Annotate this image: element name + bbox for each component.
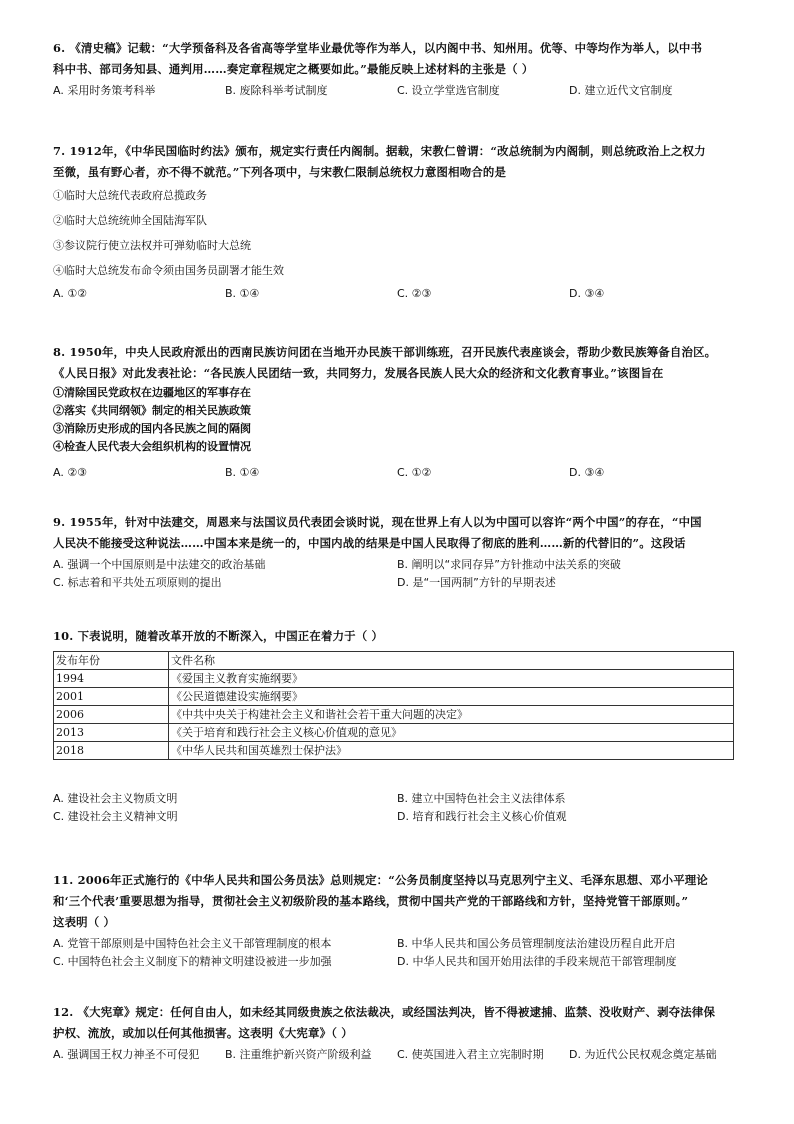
question-9-options: [53, 574, 743, 592]
table-header-cell: 文件名称: [169, 652, 734, 670]
option-a[interactable]: A. 采用时务策考科举: [53, 84, 156, 97]
table-row: [54, 724, 734, 742]
stem-line: 12. 《大宪章》规定：任何自由人，如未经其同级贵族之依法裁决，或经国法判决，皆不得被逮捕、监禁、没收财产、剥夺法律保: [53, 1005, 716, 1019]
table-cell-year: 2013: [54, 724, 169, 742]
option-d[interactable]: D. 中华人民共和国开始用法律的手段来规范干部管理制度: [397, 955, 677, 968]
table-header-cell: 发布年份: [54, 652, 169, 670]
question-8-options: [53, 466, 743, 488]
table-cell-document: 《关于培育和践行社会主义核心价值观的意见》: [169, 724, 734, 742]
option-d[interactable]: D. 建立近代文官制度: [569, 84, 673, 97]
stem-line: 9. 1955年，针对中法建交，周恩来与法国议员代表团会谈时说，现在世界上有人以为中国可以容许“两个中国”的存在，“中国: [53, 515, 702, 529]
table-row: [54, 688, 734, 706]
option-a[interactable]: A. 强调国王权力神圣不可侵犯: [53, 1048, 200, 1061]
option-d[interactable]: D. 为近代公民权观念奠定基础: [569, 1048, 717, 1061]
option-c[interactable]: C. ①②: [397, 466, 432, 479]
question-10-options: [53, 808, 743, 826]
stem-line: 科中书、部司务知县、通判用……奏定章程规定之概要如此。”最能反映上述材料的主张是（ ）: [53, 62, 534, 76]
option-d[interactable]: D. ③④: [569, 287, 605, 300]
table-cell-document: 《公民道德建设实施纲要》: [169, 688, 734, 706]
statement-4: ④检查人民代表大会组织机构的设置情况: [53, 440, 251, 453]
option-b[interactable]: B. 阐明以“求同存异”方针推动中法关系的突破: [397, 558, 621, 571]
stem-line: 护权、流放，或加以任何其他损害。这表明《大宪章》（ ）: [53, 1026, 353, 1040]
question-11-stem: [53, 870, 743, 933]
question-6-stem: [53, 38, 743, 80]
option-c[interactable]: C. 中国特色社会主义制度下的精神文明建设被进一步加强: [53, 955, 332, 968]
table-cell-document: 《中共中央关于构建社会主义和谐社会若干重大问题的决定》: [169, 706, 734, 724]
document-table: [53, 651, 734, 760]
stem-line: 8. 1950年，中央人民政府派出的西南民族访问团在当地开办民族干部训练班，召开民族代表座谈会，帮助少数民族筹备自治区。: [53, 345, 717, 359]
table-cell-year: 1994: [54, 670, 169, 688]
table-cell-document: 《爱国主义教育实施纲要》: [169, 670, 734, 688]
stem-line: 这表明（ ）: [53, 915, 116, 929]
question-12-stem: [53, 1002, 743, 1044]
statement-1: ①清除国民党政权在边疆地区的军事存在: [53, 386, 251, 399]
option-c[interactable]: C. 设立学堂选官制度: [397, 84, 500, 97]
statement-1: ①临时大总统代表政府总揽政务: [53, 189, 207, 202]
statement-4: ④临时大总统发布命令须由国务员副署才能生效: [53, 264, 284, 277]
question-8: [53, 342, 743, 488]
question-12: [53, 1002, 743, 1064]
statement-3: ③消除历史形成的国内各民族之间的隔阂: [53, 422, 251, 435]
option-b[interactable]: B. ①④: [225, 466, 260, 479]
table-cell-year: 2006: [54, 706, 169, 724]
option-a[interactable]: A. 党管干部原则是中国特色社会主义干部管理制度的根本: [53, 937, 332, 950]
table-cell-document: 《中华人民共和国英雄烈士保护法》: [169, 742, 734, 760]
question-10-stem: [53, 626, 743, 647]
table-header-row: [54, 652, 734, 670]
stem-line: 6. 《清史稿》记载：“大学预备科及各省高等学堂毕业最优等作为举人，以内阁中书、知州用。优等、中等均作为举人，以中书: [53, 41, 703, 55]
question-7-stem: [53, 141, 743, 183]
option-d[interactable]: D. ③④: [569, 466, 605, 479]
table-row: [54, 742, 734, 760]
question-12-options: [53, 1046, 743, 1064]
stem-line: 和‘三个代表’重要思想为指导，贯彻社会主义初级阶段的基本路线，贯彻中国共产党的干部路线和方针，坚持党管干部原则。”: [53, 894, 689, 908]
stem-line: 10. 下表说明，随着改革开放的不断深入，中国正在着力于（ ）: [53, 629, 384, 643]
option-a[interactable]: A. ①②: [53, 287, 88, 300]
stem-line: 《人民日报》对此发表社论：“各民族人民团结一致，共同努力，发展各民族人民大众的经济和文化教育事业。”该图旨在: [53, 366, 664, 380]
option-a[interactable]: A. ②③: [53, 466, 88, 479]
question-7: [53, 141, 743, 309]
question-11-options: [53, 935, 743, 953]
option-a[interactable]: A. 强调一个中国原则是中法建交的政治基础: [53, 558, 266, 571]
question-7-options: [53, 287, 743, 309]
statement-3: ③参议院行使立法权并可弹劾临时大总统: [53, 239, 251, 252]
question-6-options: [53, 82, 743, 100]
stem-line: 至微，虽有野心者，亦不得不就范。”下列各项中，与宋教仁限制总统权力意图相吻合的是: [53, 165, 507, 179]
table-cell-year: 2018: [54, 742, 169, 760]
question-9-options: [53, 556, 743, 574]
option-a[interactable]: A. 建设社会主义物质文明: [53, 792, 178, 805]
stem-line: 7. 1912年，《中华民国临时约法》颁布，规定实行责任内阁制。据载，宋教仁曾谓：“改总统制为内阁制，则总统政治上之权力: [53, 144, 706, 158]
option-d[interactable]: D. 是“一国两制”方针的早期表述: [397, 576, 556, 589]
question-10: [53, 626, 743, 826]
statement-2: ②落实《共同纲领》制定的相关民族政策: [53, 404, 251, 417]
question-10-options: [53, 790, 743, 808]
question-9-stem: [53, 512, 743, 554]
option-d[interactable]: D. 培育和践行社会主义核心价值观: [397, 810, 567, 823]
question-8-stem: [53, 342, 743, 384]
option-b[interactable]: B. 废除科举考试制度: [225, 84, 328, 97]
statement-2: ②临时大总统统帅全国陆海军队: [53, 214, 207, 227]
question-11-options: [53, 953, 743, 971]
question-11: [53, 870, 743, 971]
question-6: [53, 38, 743, 100]
option-b[interactable]: B. 建立中国特色社会主义法律体系: [397, 792, 566, 805]
option-b[interactable]: B. 注重维护新兴资产阶级利益: [225, 1048, 372, 1061]
stem-line: 11. 2006年正式施行的《中华人民共和国公务员法》总则规定：“公务员制度坚持以马克思列宁主义、毛泽东思想、邓小平理论: [53, 873, 708, 887]
option-c[interactable]: C. 标志着和平共处五项原则的提出: [53, 576, 222, 589]
table-cell-year: 2001: [54, 688, 169, 706]
stem-line: 人民决不能接受这种说法……中国本来是统一的，中国内战的结果是中国人民取得了彻底的胜利……新的代替旧的”。这段话: [53, 536, 686, 550]
option-b[interactable]: B. ①④: [225, 287, 260, 300]
table-row: [54, 706, 734, 724]
question-9: [53, 512, 743, 592]
option-c[interactable]: C. 建设社会主义精神文明: [53, 810, 178, 823]
option-c[interactable]: C. 使英国进入君主立宪制时期: [397, 1048, 544, 1061]
option-b[interactable]: B. 中华人民共和国公务员管理制度法治建设历程自此开启: [397, 937, 676, 950]
table-row: [54, 670, 734, 688]
option-c[interactable]: C. ②③: [397, 287, 432, 300]
